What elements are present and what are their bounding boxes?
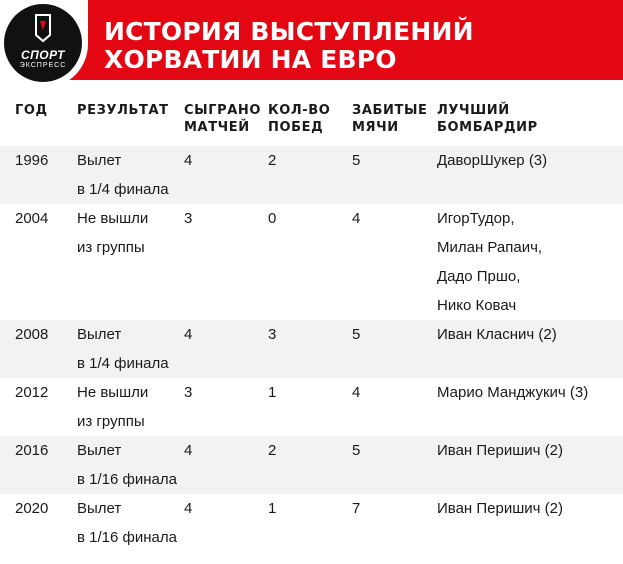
cell-result: Не вышли из группы: [77, 384, 149, 430]
cell-year: 2020: [15, 500, 49, 517]
cell-goals: 5: [352, 326, 361, 343]
cell-goals: 5: [352, 442, 361, 459]
table-row: [0, 378, 623, 436]
cell-year: 2016: [15, 442, 49, 459]
title-line-2: ХОРВАТИИ НА ЕВРО: [104, 45, 397, 74]
header-result: РЕЗУЛЬТАТ: [77, 103, 169, 118]
logo: [0, 0, 88, 88]
table-header-row: [0, 96, 623, 146]
cell-scorer: Иван Перишич (2): [437, 500, 563, 517]
cell-wins: 3: [268, 326, 277, 343]
logo-text-sport: СПОРТ: [20, 48, 65, 62]
cell-played: 4: [184, 500, 193, 517]
cell-wins: 0: [268, 210, 277, 227]
cell-result: Не вышли из группы: [77, 210, 149, 256]
cell-played: 3: [184, 210, 193, 227]
cell-wins: 1: [268, 500, 277, 517]
cell-goals: 4: [352, 384, 361, 401]
table-row: [0, 436, 623, 494]
header-played: СЫГРАНО МАТЧЕЙ: [184, 103, 262, 135]
cell-goals: 4: [352, 210, 361, 227]
cell-played: 4: [184, 442, 193, 459]
title-line-1: ИСТОРИЯ ВЫСТУПЛЕНИЙ: [104, 17, 474, 46]
logo-text-express: ЭКСПРЕСС: [19, 62, 67, 69]
cell-year: 2012: [15, 384, 49, 401]
cell-year: 1996: [15, 152, 49, 169]
logo-icon: [33, 13, 53, 43]
cell-result: Вылет в 1/16 финала: [77, 442, 177, 488]
header-scorer: ЛУЧШИЙ БОМБАРДИР: [437, 103, 538, 135]
table-row: [0, 204, 623, 320]
cell-year: 2004: [15, 210, 49, 227]
results-table: [0, 96, 623, 552]
cell-goals: 7: [352, 500, 361, 517]
cell-played: 3: [184, 384, 193, 401]
cell-wins: 2: [268, 152, 277, 169]
header-year: ГОД: [15, 103, 48, 118]
cell-scorer: ДаворШукер (3): [437, 152, 548, 169]
table-row: [0, 494, 623, 552]
header-wins: КОЛ-ВО ПОБЕД: [268, 103, 331, 135]
cell-scorer: Марио Манджукич (3): [437, 384, 589, 401]
cell-played: 4: [184, 326, 193, 343]
cell-wins: 1: [268, 384, 277, 401]
logo-badge: [4, 4, 82, 82]
cell-scorer: Иван Класнич (2): [437, 326, 557, 343]
cell-result: Вылет в 1/4 финала: [77, 326, 169, 372]
table-row: [0, 146, 623, 204]
cell-wins: 2: [268, 442, 277, 459]
cell-scorer: ИгорТудор, Милан Рапаич, Дадо Пршо, Нико Ковач: [437, 210, 543, 314]
header-goals: ЗАБИТЫЕ МЯЧИ: [352, 103, 428, 135]
cell-scorer: Иван Перишич (2): [437, 442, 563, 459]
cell-goals: 5: [352, 152, 361, 169]
cell-result: Вылет в 1/4 финала: [77, 152, 169, 198]
page-title: [104, 18, 474, 74]
cell-result: Вылет в 1/16 финала: [77, 500, 177, 546]
cell-year: 2008: [15, 326, 49, 343]
cell-played: 4: [184, 152, 193, 169]
header-banner: [0, 0, 623, 80]
table-row: [0, 320, 623, 378]
